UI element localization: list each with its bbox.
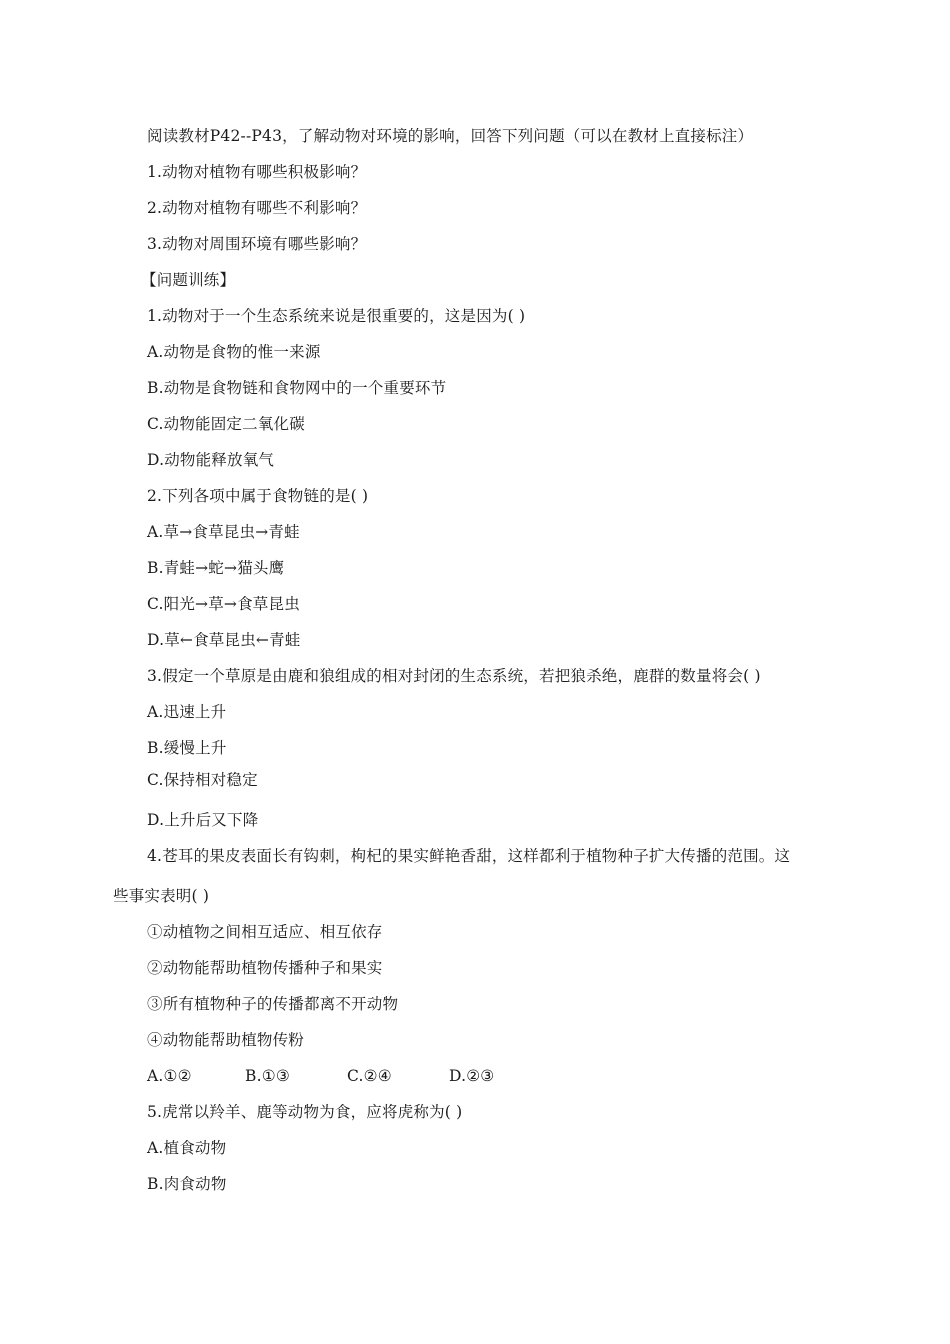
q4-choices bbox=[147, 1065, 494, 1087]
intro-text: 阅读教材P42--P43，了解动物对环境的影响，回答下列问题（可以在教材上直接标注） bbox=[147, 127, 754, 145]
question-1: 1.动物对植物有哪些积极影响？ bbox=[147, 163, 367, 181]
q5-stem: 5.虎常以羚羊、鹿等动物为食，应将虎称为( ) bbox=[147, 1103, 463, 1121]
q2-option-a: A.草→食草昆虫→青蛙 bbox=[147, 523, 300, 541]
q1-option-d: D.动物能释放氧气 bbox=[147, 451, 275, 469]
q1-option-a: A.动物是食物的惟一来源 bbox=[147, 343, 321, 361]
q5-option-a: A.植食动物 bbox=[147, 1139, 227, 1157]
q1-option-c: C.动物能固定二氧化碳 bbox=[147, 415, 305, 433]
q4-statement-4: ④动物能帮助植物传粉 bbox=[147, 1031, 305, 1049]
question-3: 3.动物对周围环境有哪些影响？ bbox=[147, 235, 367, 253]
q1-option-b: B.动物是食物链和食物网中的一个重要环节 bbox=[147, 379, 447, 397]
q2-stem: 2.下列各项中属于食物链的是( ) bbox=[147, 487, 369, 505]
q5-option-b: B.肉食动物 bbox=[147, 1175, 227, 1193]
q2-option-d: D.草←食草昆虫←青蛙 bbox=[147, 631, 301, 649]
q4-choice-d: D.②③ bbox=[449, 1067, 495, 1085]
q4-statement-1: ①动植物之间相互适应、相互依存 bbox=[147, 923, 383, 941]
section-heading: 【问题训练】 bbox=[141, 271, 236, 289]
question-2: 2.动物对植物有哪些不利影响？ bbox=[147, 199, 367, 217]
q2-option-b: B.青蛙→蛇→猫头鹰 bbox=[147, 559, 285, 577]
q3-option-d: D.上升后又下降 bbox=[147, 811, 259, 829]
q1-stem: 1.动物对于一个生态系统来说是很重要的，这是因为( ) bbox=[147, 307, 526, 325]
q4-choice-b: B.①③ bbox=[245, 1067, 290, 1085]
q3-stem: 3.假定一个草原是由鹿和狼组成的相对封闭的生态系统，若把狼杀绝，鹿群的数量将会( ) bbox=[147, 667, 761, 685]
q4-statement-2: ②动物能帮助植物传播种子和果实 bbox=[147, 959, 383, 977]
q3-option-c: C.保持相对稳定 bbox=[147, 771, 258, 789]
q4-stem-line1: 4.苍耳的果皮表面长有钩刺，枸杞的果实鲜艳香甜，这样都利于植物种子扩大传播的范围。这 bbox=[147, 847, 791, 865]
q3-option-a: A.迅速上升 bbox=[147, 703, 227, 721]
q4-stem-line2: 些事实表明( ) bbox=[113, 887, 210, 905]
q4-statement-3: ③所有植物种子的传播都离不开动物 bbox=[147, 995, 399, 1013]
q3-option-b: B.缓慢上升 bbox=[147, 739, 227, 757]
q4-choice-c: C.②④ bbox=[347, 1067, 392, 1085]
q2-option-c: C.阳光→草→食草昆虫 bbox=[147, 595, 300, 613]
q4-choice-a: A.①② bbox=[147, 1067, 192, 1085]
